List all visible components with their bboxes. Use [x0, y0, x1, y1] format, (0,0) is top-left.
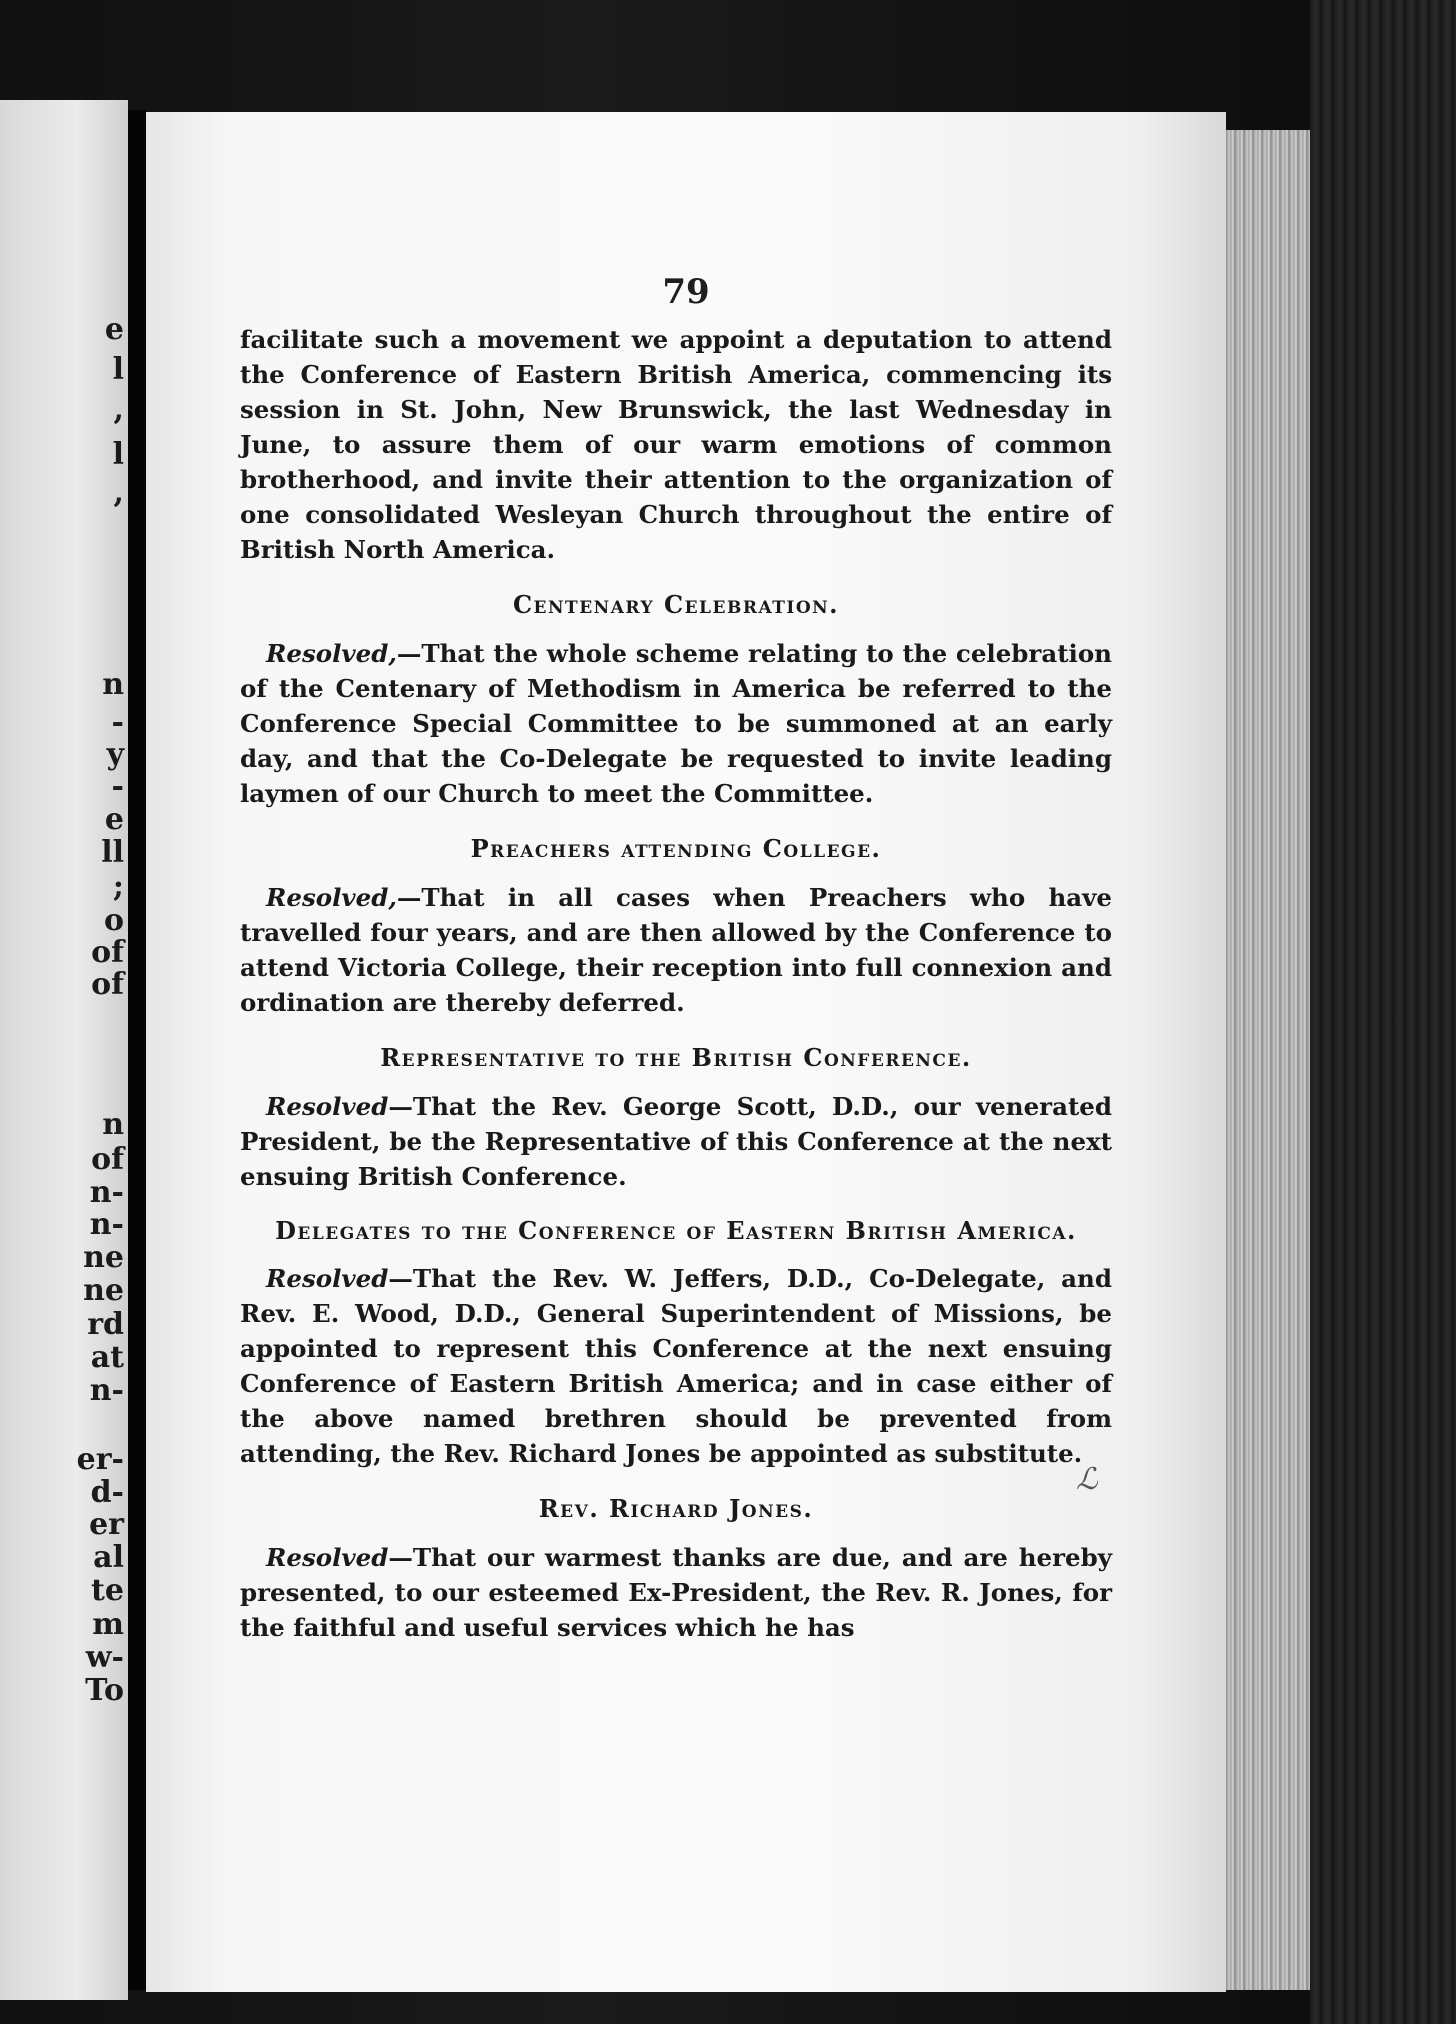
section-heading: Preachers attending College.	[470, 834, 882, 863]
fragment: ,	[113, 392, 124, 427]
scan-background-right	[1310, 0, 1456, 2024]
fragment: ,	[113, 475, 124, 510]
fragment: y	[106, 737, 124, 772]
resolved-label: Resolved,	[266, 883, 397, 912]
section-centenary	[240, 587, 1112, 811]
resolution-text: —That the Rev. George Scott, D.D., our venerated President, be the Representative of this Conference at the next ensuing British Conference.	[240, 1092, 1112, 1191]
resolution-text: —That the whole scheme relating to the celebration of the Centenary of Methodism in America be referred to the Conference Special Committee to be summoned at an early day, and that the Co-Delegate be requested to invite leading laymen of our Church to meet the Committee.	[240, 639, 1112, 808]
page-fore-edges	[1226, 130, 1310, 1990]
fragment: ll	[101, 835, 124, 870]
fragment: at	[90, 1340, 124, 1375]
fragment: of	[91, 967, 124, 1002]
fragment: m	[92, 1607, 124, 1642]
fragment: of	[91, 935, 124, 970]
fragment: n-	[89, 1207, 124, 1242]
section-representative	[240, 1040, 1112, 1194]
section-paragraph	[240, 1089, 1112, 1194]
fragment: te	[91, 1573, 124, 1608]
fragment: ;	[112, 869, 124, 904]
section-paragraph	[240, 880, 1112, 1020]
book-page	[146, 112, 1226, 1992]
section-heading: Rev. Richard Jones.	[538, 1494, 814, 1523]
section-preachers	[240, 831, 1112, 1020]
resolved-label: Resolved,	[266, 639, 397, 668]
previous-page-edge	[0, 100, 128, 2000]
resolved-label: Resolved	[266, 1264, 389, 1293]
fragment: o	[103, 903, 124, 938]
section-heading: Delegates to the Conference of Eastern British America.	[275, 1216, 1077, 1245]
fragment: rd	[87, 1307, 124, 1342]
resolution-text: —That in all cases when Preachers who have travelled four years, and are then allowed by the Conference to attend Victoria College, their reception into full connexion and ordination are thereby deferred.	[240, 883, 1112, 1017]
fragment: er-	[76, 1442, 124, 1477]
fragment: n-	[89, 1373, 124, 1408]
section-paragraph	[240, 1261, 1112, 1471]
fragment: To	[85, 1673, 124, 1708]
fragment: d-	[90, 1475, 124, 1510]
fragment: n-	[89, 1175, 124, 1210]
fragment: n	[102, 1107, 124, 1142]
section-heading: Representative to the British Conference.	[380, 1043, 972, 1072]
fragment: al	[93, 1540, 124, 1575]
section-paragraph	[240, 636, 1112, 811]
resolved-label: Resolved	[266, 1092, 389, 1121]
fragment: l	[112, 437, 124, 472]
intro-paragraph: facilitate such a movement we appoint a deputation to attend the Conference of Eastern British America, commencing its session in St. John, New Brunswick, the last Wednesday in June, to assure them of our warm emotions of common brotherhood, and invite their attention to the organization of one consolidated Wesleyan Church throughout the entire of British North America.	[240, 325, 1112, 564]
fragment: -	[111, 769, 124, 804]
resolution-text: —That our warmest thanks are due, and are hereby presented, to our esteemed Ex-President, the Rev. R. Jones, for the faithful and useful services which he has	[240, 1543, 1112, 1642]
section-paragraph	[240, 1540, 1112, 1645]
fragment: e	[104, 802, 124, 837]
handwritten-ink-mark: ℒ	[1076, 1462, 1098, 1497]
fragment: ne	[83, 1273, 124, 1308]
previous-page-fragments	[14, 100, 124, 2000]
book-gutter	[128, 110, 146, 1990]
resolved-label: Resolved	[266, 1543, 389, 1572]
section-delegates	[240, 1214, 1112, 1471]
fragment: -	[111, 705, 124, 740]
fragment: er	[89, 1507, 124, 1542]
fragment: of	[91, 1142, 124, 1177]
fragment: ne	[83, 1240, 124, 1275]
page-body	[240, 322, 1112, 1645]
section-heading: Centenary Celebration.	[512, 590, 840, 619]
section-richard-jones	[240, 1491, 1112, 1645]
fragment: e	[104, 312, 124, 347]
fragment: l	[112, 352, 124, 387]
resolution-text: —That the Rev. W. Jeffers, D.D., Co-Delegate, and Rev. E. Wood, D.D., General Superintendent of Missions, be appointed to represent this Conference at the next ensuing Conference of Eastern British America; and in case either of the above named brethren should be prevented from attending, the Rev. Richard Jones be appointed as substitute.	[240, 1264, 1112, 1468]
fragment: w-	[85, 1640, 124, 1675]
fragment: n	[102, 667, 124, 702]
page-number: 79	[662, 272, 710, 312]
